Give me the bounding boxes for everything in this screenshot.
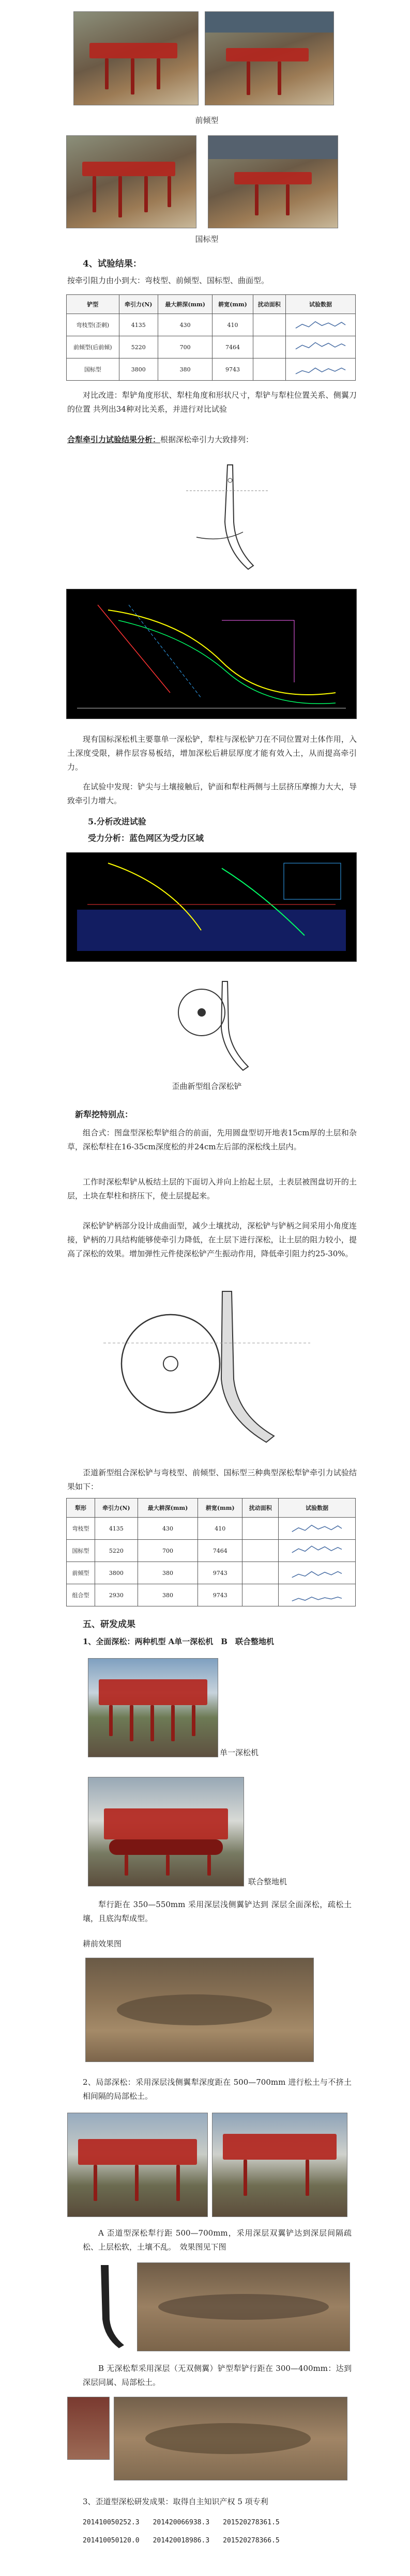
combo-shovel-drawing [165, 971, 259, 1074]
photo-local-5 [114, 2397, 347, 2480]
mini-chart [280, 1519, 354, 1538]
table-cell: 国标型 [67, 358, 119, 381]
table-cell: 国标型 [67, 1540, 95, 1562]
table-cell: 430 [138, 1518, 198, 1540]
table-cell: 弯枝型(歪刺) [67, 314, 119, 336]
section5-heading: 五、研发成果 [83, 1619, 135, 1630]
improve-table-intro: 歪道新型组合深松铲与弯枝型、前倾型、国标型三种典型深松犁铲牵引力试验结果如下： [67, 1468, 357, 1491]
caption-single-bed: 单一深松机 [220, 1748, 259, 1757]
section4-sub5: 5.分析改进试验 [88, 817, 146, 826]
table-cell: 380 [138, 1562, 198, 1584]
photo-local-4 [67, 2397, 110, 2460]
table-cell: 7464 [198, 1540, 242, 1562]
table-cell: 380 [138, 1584, 198, 1606]
table-row [67, 1584, 356, 1606]
table-cell: 2930 [95, 1584, 138, 1606]
table-row [67, 336, 356, 358]
photo-front-type-left [73, 11, 199, 105]
mini-chart-cell [279, 1518, 356, 1540]
cad-drawing-force [66, 589, 357, 719]
patents-line-2: 201410050120.0 201420018986.3 201520278366.5 [83, 2537, 280, 2544]
table-header-row [67, 1498, 356, 1518]
section4-sub5b: 受力分析：蓝色网区为受力区域 [88, 833, 204, 843]
table-cell: 700 [138, 1540, 198, 1562]
photo-front-type-right [205, 11, 334, 105]
table-header: 试验数据 [286, 295, 356, 314]
table-header: 耕宽(mm) [212, 295, 253, 314]
table-cell: 3800 [95, 1562, 138, 1584]
section4-p3: 现有国标深松机主要靠单一深松铲，犁柱与深松铲刀在不同位置对土体作用，入土深度受限，耕作层容易板结，增加深松后耕层厚度才能有效入土，从而提高牵引力。 [67, 735, 357, 772]
caption-tillage-before: 耕前效果图 [83, 1939, 122, 1948]
table-cell [253, 314, 286, 336]
section5-item2: 2、局部深松：采用深层浅侧翼犁深度距在 500—700mm 进行松土与不挤土相间隔的局部松土。 [83, 2078, 352, 2101]
section5-item2-result: A 歪道型深松犁行距 500—700mm，采用深层双翼铲达到深层间隔疏松、上层松软，土壤不乱。 效果图见下图 [83, 2228, 352, 2252]
table-cell [253, 336, 286, 358]
section5-item1: 1、全面深松：两种机型 A单一深松机 B 联合整地机 [83, 1637, 274, 1646]
table-header: 最大耕深(mm) [138, 1498, 198, 1518]
table-header: 扰动面积 [253, 295, 286, 314]
section5-depth: 犁行距在 350—550mm 采用深层浅侧翼铲达到 深层全面深松，疏松土壤，且底沟犁成型。 [83, 1900, 352, 1923]
photo-combined [88, 1777, 244, 1886]
photo-local-3 [137, 2262, 350, 2351]
table-cell: 5220 [119, 336, 158, 358]
improve-p2: 工作时深松犁铲从板结土层的下面切入并向上抬起土层，土表层被图盘切开的土层，土块在犁柱和挤压下，使土层提起来。 [67, 1177, 357, 1200]
section4-p1: 对比改进：犁铲角度形状、犁柱角度和形状尺寸，犁铲与犁柱位置关系、侧翼刀的位置 共列出34种对比关系，并进行对比试验 [67, 391, 357, 414]
photo-tillage-before [85, 1958, 314, 2062]
table-header: 铲型 [67, 295, 119, 314]
table-cell [242, 1518, 279, 1540]
section4-p2-text: 根据深松牵引力大致排列： [160, 435, 254, 444]
section4-p4: 在试验中发现：铲尖与土壤接触后，铲面和犁柱两侧与土层挤压摩擦力大大，导致牵引力增大。 [67, 782, 357, 805]
table-cell [242, 1540, 279, 1562]
section4-p2-lead: 合犁牵引力试验结果分析： [67, 435, 161, 444]
table-header: 犁形 [67, 1498, 95, 1518]
patents-line-1: 201410050252.3 201420066938.3 201520278361.5 [83, 2519, 280, 2526]
table-cell: 4135 [119, 314, 158, 336]
improve-p1: 组合式：图盘型深松犁铲组合的前面，先用圆盘型切开地表15cm厚的土层和杂草，深松犁柱在16-35cm深度松的并24cm左后部的深松线土层内。 [67, 1128, 357, 1151]
table-cell: 前倾型 [67, 1562, 95, 1584]
table-cell: 4135 [95, 1518, 138, 1540]
table-cell: 前倾型(后前倾) [67, 336, 119, 358]
table-header: 牵引力(N) [119, 295, 158, 314]
table-header: 试验数据 [279, 1498, 356, 1518]
table-cell: 9743 [198, 1584, 242, 1606]
table-cell: 380 [158, 358, 212, 381]
improve-p3: 深松铲铲柄部分设计成曲面型，减少土壤扰动，深松铲与铲柄之间采用小角度连接，铲柄的刀具结构能够使牵引力降低，在土层下进行深松，让土层的阻力较小，提高了深松的效果。增加弹性元件使深松铲产生振动作用，降低牵引阻力约25-30%。 [67, 1221, 357, 1258]
patent-shovel-drawing [83, 2262, 129, 2350]
mini-chart-cell [286, 314, 356, 336]
table-header: 扰动面积 [242, 1498, 279, 1518]
table-cell: 410 [212, 314, 253, 336]
shovel-line-drawing [165, 460, 290, 573]
table-header-row [67, 295, 356, 314]
table-cell: 9743 [212, 358, 253, 381]
caption-front-type: 前倾型 [195, 116, 219, 125]
photo-national-type-right [208, 135, 338, 228]
table-cell: 弯枝型 [67, 1518, 95, 1540]
photo-local-1 [67, 2113, 208, 2217]
table-cell: 430 [158, 314, 212, 336]
table-row [67, 358, 356, 381]
table-header: 耕宽(mm) [198, 1498, 242, 1518]
table-header: 最大耕深(mm) [158, 295, 212, 314]
table-cell: 5220 [95, 1540, 138, 1562]
mini-chart-cell [286, 358, 356, 381]
mini-chart [280, 1563, 354, 1583]
section4-p2 [67, 433, 357, 447]
table-cell: 410 [198, 1518, 242, 1540]
section4-heading: 4、试验结果： [83, 259, 142, 269]
mini-chart-cell [279, 1584, 356, 1606]
cad-svg [67, 853, 356, 961]
table-row [67, 1540, 356, 1562]
table-cell: 700 [158, 336, 212, 358]
mini-chart [280, 1541, 354, 1560]
photo-national-type-left [66, 135, 196, 228]
combo-shovel-large [93, 1281, 321, 1446]
photo-single-bed [88, 1658, 218, 1757]
table-cell: 3800 [119, 358, 158, 381]
traction-table-1 [66, 294, 356, 381]
section5-item3: 3、歪道型深松研发成果：取得自主知识产权 5 项专利 [83, 2497, 268, 2506]
table-cell: 9743 [198, 1562, 242, 1584]
table-row [67, 1518, 356, 1540]
table-cell [242, 1584, 279, 1606]
table-cell [242, 1562, 279, 1584]
photo-local-2 [212, 2113, 347, 2217]
mini-chart [287, 315, 354, 335]
cad-drawing-analysis [66, 852, 357, 962]
table-row [67, 1562, 356, 1584]
table-cell: 7464 [212, 336, 253, 358]
mini-chart [287, 360, 354, 379]
mini-chart-cell [286, 336, 356, 358]
mini-chart-cell [279, 1562, 356, 1584]
traction-table-2 [66, 1498, 356, 1606]
cad-svg [67, 589, 356, 719]
table-cell [253, 358, 286, 381]
mini-chart [280, 1585, 354, 1605]
mini-chart [287, 337, 354, 357]
caption-combined: 联合整地机 [248, 1877, 287, 1886]
improve-heading: 新犁挖特别点： [75, 1110, 133, 1119]
caption-new-shovel: 歪曲新型组合深松铲 [172, 1082, 242, 1091]
table-cell: 组合型 [67, 1584, 95, 1606]
section5-item2-b: B 无深松犁采用深层（无双侧翼）铲型犁铲行距在 300—400mm：达到深层同属、局部松土。 [83, 2364, 352, 2387]
mini-chart-cell [279, 1540, 356, 1562]
caption-national-type: 国标型 [195, 235, 219, 244]
table-row [67, 314, 356, 336]
table-header: 牵引力(N) [95, 1498, 138, 1518]
section4-intro: 按牵引阻力由小到大：弯枝型、前倾型、国标型、曲面型。 [67, 276, 269, 285]
